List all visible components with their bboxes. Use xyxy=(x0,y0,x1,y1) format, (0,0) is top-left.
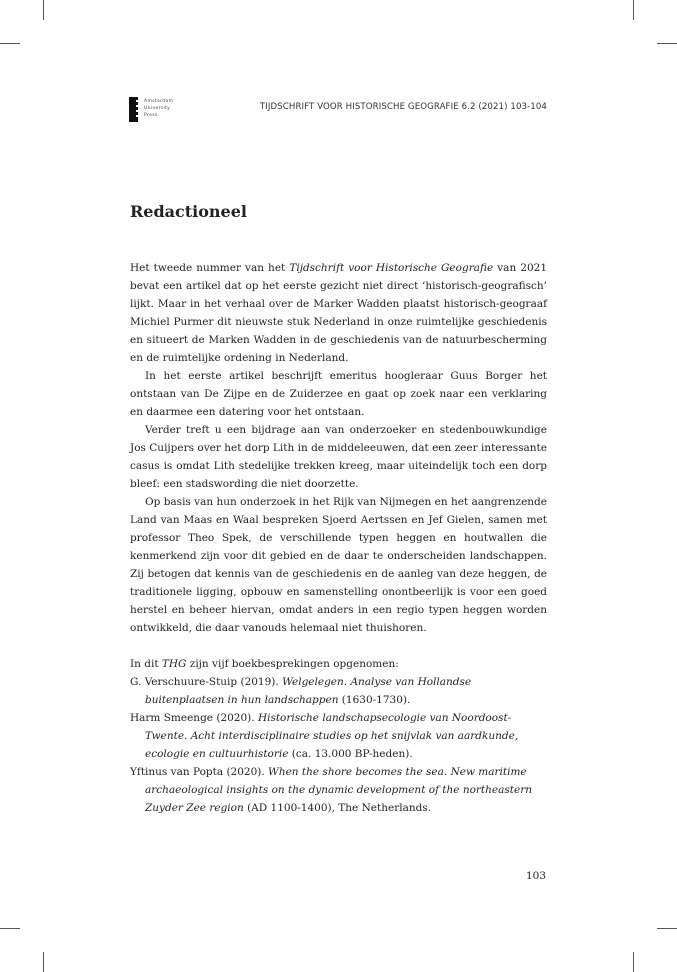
paragraph: Op basis van hun onderzoek in het Rijk van Nijmegen en het aangrenzende Land van Maas en Waal bespreken Sjoerd Aertssen en Jef Gielen, samen met professor Theo Spek, de verschillende typen heggen en houtwallen die kenmerkend zijn voor dit gebied en de daar te onderscheiden landschappen. Zij betogen dat kennis van de geschiedenis en de aanleg van deze heggen, de traditionele ligging, opbouw en samenstelling onontbeerlijk is voor een goed herstel en beheer hiervan, omdat anders in een regio typen heggen worden ontwikkeld, die daar vanouds helemaal niet thuishoren. xyxy=(130,496,547,634)
journal-title: Tijdschrift voor Historische Geografie xyxy=(289,262,494,274)
crop-mark xyxy=(633,0,634,20)
review-book-title: When the shore becomes the sea. New maritime archaeological insights on the dynamic development of the northeastern Zuyder Zee region xyxy=(145,766,532,814)
paragraph: Verder treft u een bijdrage aan van onderzoeker en stedenbouwkundige Jos Cuijpers over het dorp Lith in de middeleeuwen, dat een zeer interessante casus is omdat Lith stedelijke trekken kreeg, maar uiteindelijk toch een dorp bleef: een stadswording die niet doorzette. xyxy=(130,424,547,490)
review-book-title: Historische landschapsecologie van Noordoost-Twente. Acht interdisciplinaire studies op het snijvlak van aardkunde, ecologie en cultuurhistorie xyxy=(145,712,519,760)
review-entry: Yftinus van Popta (2020). When the shore becomes the sea. New maritime archaeological insights on the dynamic development of the northeastern Zuyder Zee region (AD 1100-1400), The Netherlands. xyxy=(130,766,532,814)
review-entry: Harm Smeenge (2020). Historische landschapsecologie van Noordoost-Twente. Acht interdisciplinaire studies op het snijvlak van aardkunde, ecologie en cultuurhistorie (ca. 13.000 BP-heden). xyxy=(130,712,519,760)
crop-mark xyxy=(43,0,44,20)
page-number: 103 xyxy=(526,870,547,882)
crop-mark xyxy=(43,952,44,972)
publisher-name-line: University xyxy=(144,106,171,111)
article-title: Redactioneel xyxy=(130,202,247,221)
publisher-name xyxy=(144,98,173,119)
review-entry: G. Verschuure-Stuip (2019). Welgelegen. Analyse van Hollandse buitenplaatsen in hun landschappen (1630-1730). xyxy=(130,676,472,706)
review-book-title: Welgelegen. Analyse van Hollandse buitenplaatsen in hun landschappen xyxy=(145,676,472,706)
article-body xyxy=(130,259,547,817)
publisher-name-line: Press xyxy=(144,113,158,118)
running-head: TIJDSCHRIFT VOOR HISTORISCHE GEOGRAFIE 6.2 (2021) 103-104 xyxy=(259,102,547,112)
crop-mark xyxy=(0,43,20,44)
crop-mark xyxy=(657,43,677,44)
paragraph: In het eerste artikel beschrijft emeritus hoogleraar Guus Borger het ontstaan van De Zijpe en de Zuiderzee en gaat op zoek naar een verklaring en daarmee een datering voor het ontstaan. xyxy=(130,370,547,418)
crop-mark xyxy=(0,928,20,929)
publisher-logo xyxy=(129,97,189,123)
paragraph: Het tweede nummer van het Tijdschrift voor Historische Geografie van 2021 bevat een artikel dat op het eerste gezicht niet direct ‘historisch-geografisch’ lijkt. Maar in het verhaal over de Marker Wadden plaatst historisch-geograaf Michiel Purmer dit nieuwste stuk Nederland in onze ruimtelijke geschiedenis en situeert de Marken Wadden in de geschiedenis van de natuurbescherming en de ruimtelijke ordening in Nederland. xyxy=(130,262,547,364)
reviews-intro: In dit THG zijn vijf boekbesprekingen opgenomen: xyxy=(130,658,399,670)
publisher-name-line: Amsterdam xyxy=(144,99,174,104)
amsterdam-university-press-logo-icon xyxy=(129,97,138,122)
crop-mark xyxy=(633,952,634,972)
crop-mark xyxy=(657,928,677,929)
